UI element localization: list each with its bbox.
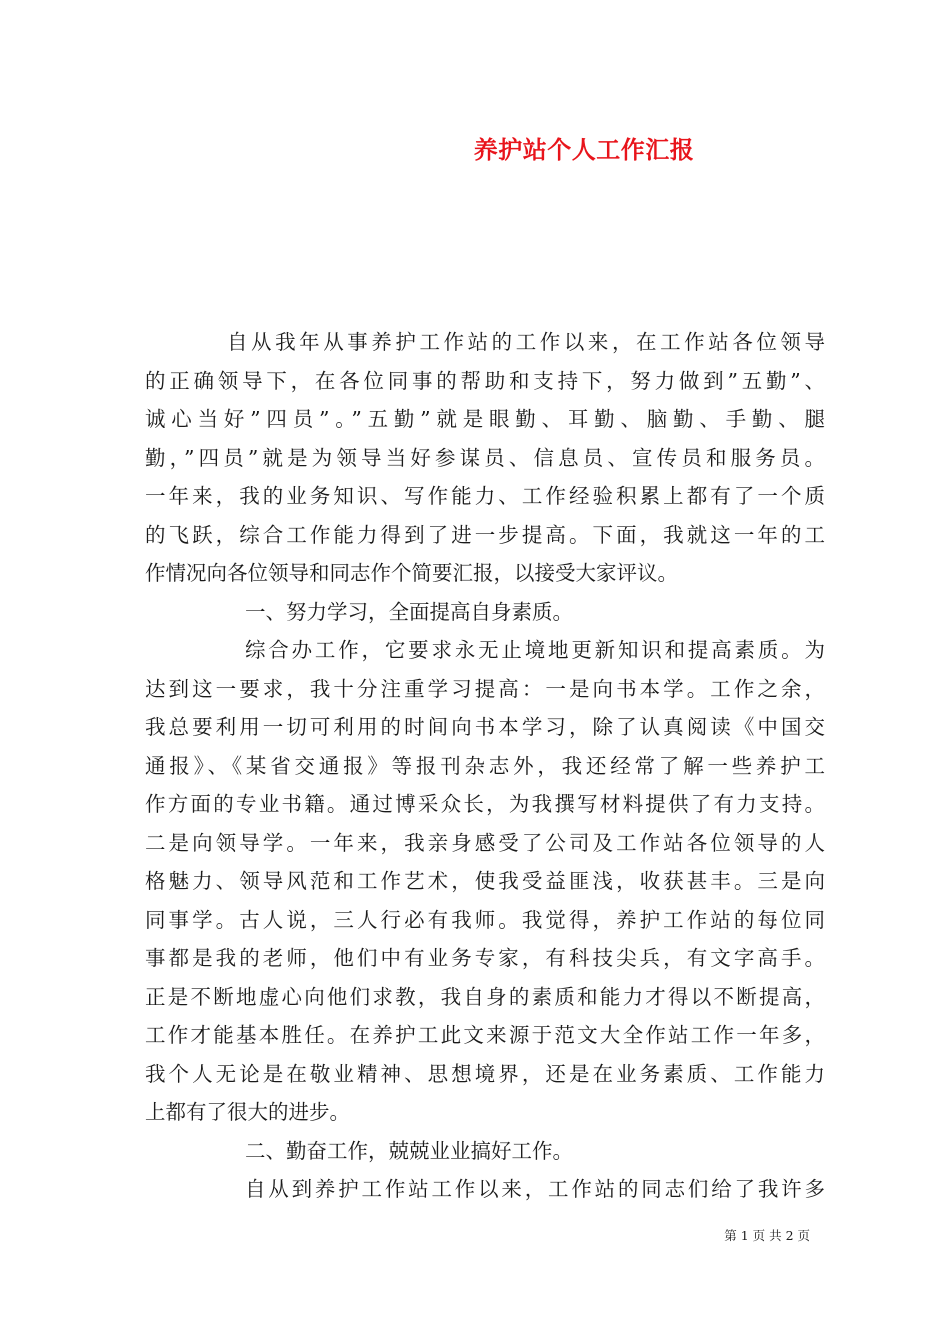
paragraph-line: 作方面的专业书籍。通过博采众长，为我撰写材料提供了有力支持。 [145, 792, 825, 816]
paragraph-line: 格魅力、领导风范和工作艺术，使我受益匪浅，收获甚丰。三是向 [145, 869, 825, 893]
paragraph-line: 工作才能基本胜任。在养护工此文来源于范文大全作站工作一年多， [145, 1023, 825, 1047]
paragraph-line: 我总要利用一切可利用的时间向书本学习，除了认真阅读《中国交 [145, 715, 825, 739]
section-heading: 二、勤奋工作，兢兢业业搞好工作。 [245, 1138, 573, 1163]
section-heading: 一、努力学习，全面提高自身素质。 [245, 599, 573, 624]
paragraph-line: 作情况向各位领导和同志作个简要汇报，以接受大家评议。 [145, 561, 678, 585]
paragraph-line: 事都是我的老师，他们中有业务专家，有科技尖兵，有文字高手。 [145, 946, 825, 970]
paragraph-line: 的正确领导下，在各位同事的帮助和支持下，努力做到”五勤”、 [145, 368, 825, 393]
paragraph-line: 正是不断地虚心向他们求教，我自身的素质和能力才得以不断提高， [145, 984, 825, 1009]
paragraph-line: 自从到养护工作站工作以来，工作站的同志们给了我许多 [245, 1177, 825, 1201]
paragraph-line: 达到这一要求，我十分注重学习提高：一是向书本学。工作之余， [145, 676, 825, 701]
paragraph-line: 勤，”四员”就是为领导当好参谋员、信息员、宣传员和服务员。 [145, 445, 825, 470]
paragraph-line: 二是向领导学。一年来，我亲身感受了公司及工作站各位领导的人 [145, 830, 825, 855]
document-title: 养护站个人工作汇报 [473, 135, 695, 164]
paragraph-line: 的飞跃，综合工作能力得到了进一步提高。下面，我就这一年的工 [145, 522, 825, 547]
paragraph-line: 上都有了很大的进步。 [145, 1100, 350, 1124]
paragraph-line: 综合办工作，它要求永无止境地更新知识和提高素质。为 [245, 638, 825, 662]
paragraph-line: 一年来，我的业务知识、写作能力、工作经验积累上都有了一个质 [145, 484, 825, 508]
document-body [145, 323, 825, 1209]
paragraph-line: 通报》、《某省交通报》等报刊杂志外，我还经常了解一些养护工 [145, 753, 825, 778]
paragraph-line: 我个人无论是在敬业精神、思想境界，还是在业务素质、工作能力 [145, 1061, 825, 1086]
paragraph-line: 自从我年从事养护工作站的工作以来，在工作站各位领导 [227, 330, 825, 354]
paragraph-line: 同事学。古人说，三人行必有我师。我觉得，养护工作站的每位同 [145, 907, 825, 932]
page-number: 第 1 页 共 2 页 [724, 1228, 810, 1243]
paragraph-line: 诚心当好”四员”。”五勤”就是眼勤、耳勤、脑勤、手勤、腿 [145, 407, 825, 431]
